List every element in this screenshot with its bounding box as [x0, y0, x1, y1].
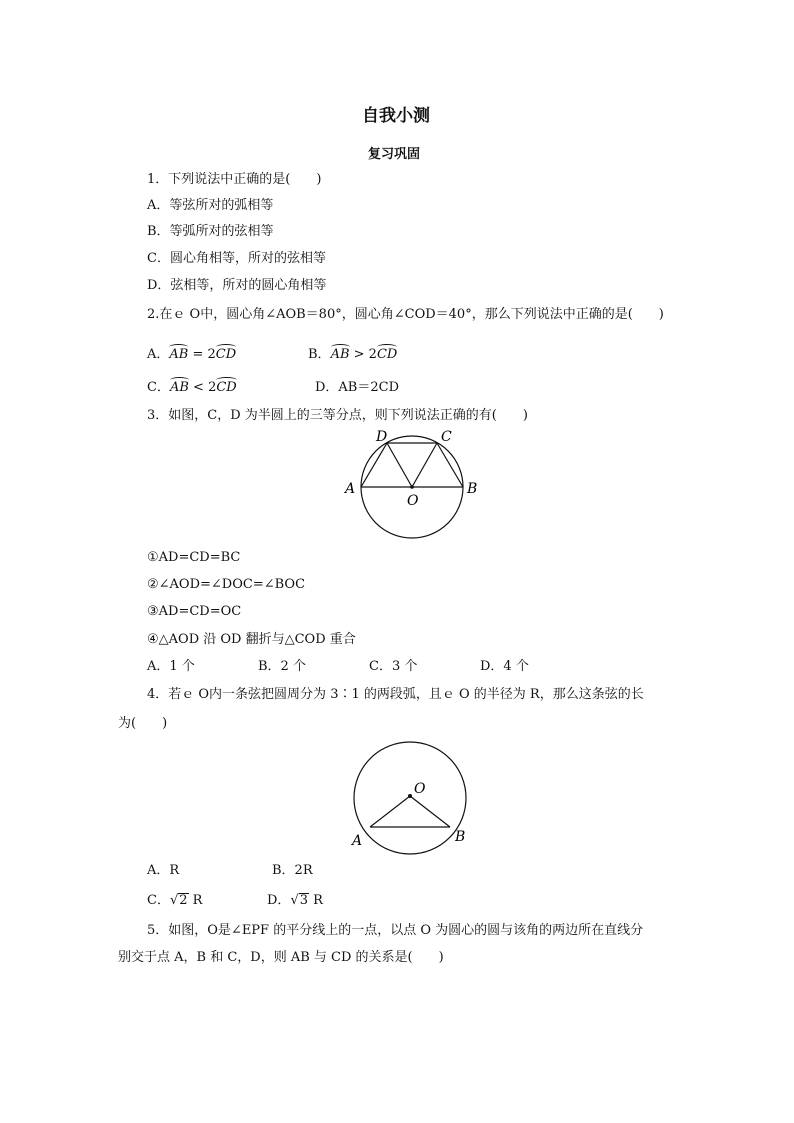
q2-option-a — [147, 346, 236, 364]
q3-option-d: D．4 个 — [480, 659, 529, 674]
q4-figure — [340, 735, 480, 855]
radius-ob — [410, 796, 450, 827]
label-b: B — [467, 481, 478, 497]
sqrt-sign: √ — [290, 893, 299, 908]
label-o: O — [414, 781, 426, 797]
q4-option-d-radicand: 3 — [299, 893, 309, 908]
q3-statement-2: ②∠AOD=∠DOC=∠BOC — [147, 577, 306, 592]
q4-option-c-suffix: R — [188, 893, 203, 908]
q4-stem-line2: 为( ) — [118, 716, 168, 731]
q1-option-a: A．等弦所对的弧相等 — [147, 198, 274, 213]
arc-cd: CD — [216, 380, 237, 395]
arc-ab: AB — [169, 380, 189, 395]
q2-stem: 2.在ｅ O中，圆心角∠AOB＝80°，圆心角∠COD＝40°，那么下列说法中正确的是( ) — [147, 307, 664, 322]
section-title: 复习巩固 — [368, 147, 421, 162]
q3-option-c: C．3 个 — [369, 659, 418, 674]
q3-figure — [340, 425, 490, 545]
q3-statement-1: ①AD=CD=BC — [147, 550, 241, 565]
q1-stem: 1．下列说法中正确的是( ) — [147, 172, 322, 187]
q4-option-d-suffix: R — [309, 893, 323, 908]
q4-stem-line1: 4．若ｅ O内一条弦把圆周分为 3∶1 的两段弧，且ｅ O 的半径为 R，那么这条弦的长 — [147, 687, 644, 702]
arc-ab: AB — [330, 347, 350, 362]
label-a: A — [352, 833, 363, 849]
chord-ad — [361, 443, 387, 487]
q2-option-c-relation: < 2 — [188, 380, 217, 395]
arc-ab: AB — [169, 347, 189, 362]
label-d: D — [376, 429, 388, 445]
q5-stem-line1: 5．如图，O是∠EPF 的平分线上的一点，以点 O 为圆心的圆与该角的两边所在直线分 — [147, 923, 644, 938]
sqrt-sign: √ — [169, 893, 179, 908]
q2-option-c — [147, 379, 237, 397]
radius-od — [387, 443, 412, 487]
arc-cd: CD — [215, 347, 237, 362]
q4-option-d-prefix: D． — [267, 893, 291, 908]
q4-option-b: B．2R — [272, 863, 313, 878]
label-b: B — [455, 829, 466, 845]
q2-option-b — [308, 346, 397, 364]
radius-oc — [412, 443, 437, 487]
q1-option-b: B．等弧所对的弦相等 — [147, 224, 274, 239]
q5-stem-line2: 别交于点 A，B 和 C，D，则 AB 与 CD 的关系是( ) — [118, 950, 444, 965]
q3-option-a: A．1 个 — [147, 659, 195, 674]
page-title: 自我小测 — [362, 106, 430, 126]
q3-option-b: B．2 个 — [258, 659, 306, 674]
q2-option-a-prefix: A． — [147, 347, 170, 362]
arc-cd: CD — [376, 347, 398, 362]
chord-cb — [437, 443, 463, 487]
q1-option-d: D．弦相等，所对的圆心角相等 — [147, 278, 327, 293]
q2-option-b-relation: > 2 — [349, 347, 377, 362]
q3-statement-3: ③AD=CD=OC — [147, 604, 242, 619]
q4-option-c — [147, 892, 202, 910]
q2-option-a-relation: = 2 — [188, 347, 216, 362]
center-point — [408, 794, 412, 798]
q4-option-c-radicand: 2 — [179, 893, 188, 908]
q3-statement-4: ④△AOD 沿 OD 翻折与△COD 重合 — [147, 632, 356, 647]
q4-option-c-prefix: C． — [147, 893, 170, 908]
center-point — [410, 485, 414, 489]
q2-option-d: D．AB＝2CD — [315, 380, 400, 395]
q2-option-b-prefix: B． — [308, 347, 331, 362]
q3-stem: 3．如图，C，D 为半圆上的三等分点，则下列说法正确的有( ) — [147, 408, 528, 423]
label-c: C — [441, 429, 452, 445]
q4-option-a: A．R — [147, 863, 180, 878]
q1-option-c: C．圆心角相等，所对的弦相等 — [147, 251, 326, 266]
label-a: A — [345, 481, 356, 497]
q2-option-c-prefix: C． — [147, 380, 170, 395]
label-o: O — [407, 493, 419, 509]
q4-option-d — [267, 892, 323, 910]
radius-oa — [370, 796, 410, 827]
